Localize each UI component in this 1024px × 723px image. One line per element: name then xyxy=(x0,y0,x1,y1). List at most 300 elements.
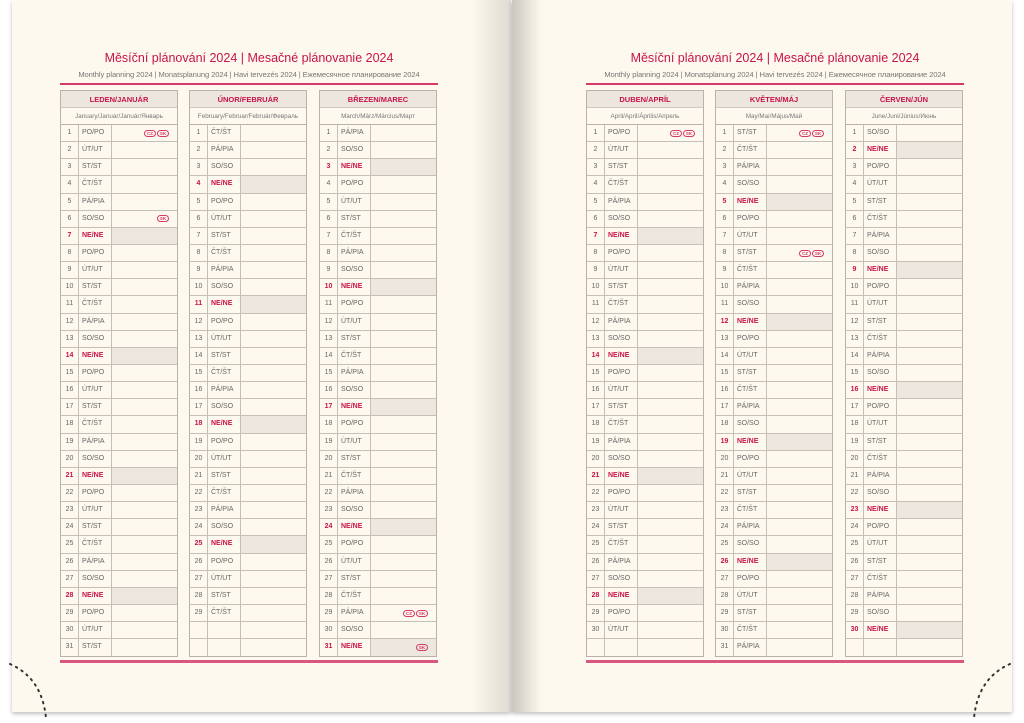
notes-cell[interactable] xyxy=(371,125,436,141)
notes-cell[interactable] xyxy=(897,622,962,638)
notes-cell[interactable] xyxy=(241,639,306,656)
weekday-label: ČT/ŠT xyxy=(208,605,241,621)
weekday-label: PÁ/PIA xyxy=(864,588,897,604)
day-number: 19 xyxy=(587,434,605,450)
notes-cell[interactable] xyxy=(371,485,436,501)
weekday-label: NE/NE xyxy=(864,382,897,398)
notes-cell[interactable] xyxy=(371,331,436,347)
day-row xyxy=(190,485,306,502)
notes-cell[interactable] xyxy=(638,399,703,415)
notes-cell[interactable] xyxy=(897,159,962,175)
weekday-label: ST/ST xyxy=(864,314,897,330)
notes-cell[interactable] xyxy=(897,416,962,432)
notes-cell[interactable] xyxy=(767,434,832,450)
notes-cell[interactable] xyxy=(767,502,832,518)
weekday-label: ČT/ŠT xyxy=(338,588,371,604)
notes-cell[interactable] xyxy=(241,159,306,175)
notes-cell[interactable] xyxy=(897,554,962,570)
notes-cell[interactable] xyxy=(767,485,832,501)
notes-cell[interactable] xyxy=(897,176,962,192)
notes-cell[interactable] xyxy=(371,554,436,570)
notes-cell[interactable] xyxy=(371,365,436,381)
notes-cell[interactable] xyxy=(897,451,962,467)
notes-cell[interactable] xyxy=(241,176,306,192)
weekday-label: NE/NE xyxy=(734,314,767,330)
notes-cell[interactable] xyxy=(241,245,306,261)
weekday-label: ČT/ŠT xyxy=(79,536,112,552)
notes-cell[interactable] xyxy=(767,314,832,330)
notes-cell[interactable] xyxy=(371,314,436,330)
notes-cell[interactable] xyxy=(241,416,306,432)
notes-cell[interactable] xyxy=(371,451,436,467)
notes-cell[interactable] xyxy=(897,331,962,347)
notes-cell[interactable] xyxy=(638,211,703,227)
weekday-label: SO/SO xyxy=(605,331,638,347)
notes-cell[interactable] xyxy=(112,519,177,535)
notes-cell[interactable] xyxy=(371,348,436,364)
day-number: 8 xyxy=(61,245,79,261)
day-number: 8 xyxy=(716,245,734,261)
notes-cell[interactable] xyxy=(638,176,703,192)
notes-cell[interactable] xyxy=(371,159,436,175)
notes-cell[interactable] xyxy=(897,605,962,621)
notes-cell[interactable] xyxy=(897,571,962,587)
day-row xyxy=(716,622,832,639)
weekday-label: ÚT/UT xyxy=(79,622,112,638)
notes-cell[interactable] xyxy=(638,434,703,450)
weekday-label: SO/SO xyxy=(338,502,371,518)
day-number: 4 xyxy=(587,176,605,192)
weekday-label: NE/NE xyxy=(734,434,767,450)
notes-cell[interactable] xyxy=(767,519,832,535)
weekday-label: SO/SO xyxy=(734,296,767,312)
notes-cell[interactable] xyxy=(767,159,832,175)
notes-cell[interactable] xyxy=(767,279,832,295)
notes-cell[interactable] xyxy=(112,605,177,621)
notes-cell[interactable] xyxy=(897,639,962,656)
month-table-february xyxy=(189,90,307,657)
day-row xyxy=(716,485,832,502)
notes-cell[interactable] xyxy=(241,571,306,587)
notes-cell[interactable] xyxy=(638,348,703,364)
day-row xyxy=(587,451,703,468)
weekday-label: PO/PO xyxy=(734,451,767,467)
notes-cell[interactable] xyxy=(638,536,703,552)
notes-cell[interactable] xyxy=(638,485,703,501)
notes-cell[interactable] xyxy=(112,365,177,381)
notes-cell[interactable] xyxy=(371,194,436,210)
notes-cell[interactable] xyxy=(241,468,306,484)
day-number: 6 xyxy=(190,211,208,227)
notes-cell[interactable] xyxy=(241,554,306,570)
weekday-label: PÁ/PIA xyxy=(79,194,112,210)
weekday-label: ST/ST xyxy=(208,468,241,484)
notes-cell[interactable] xyxy=(767,245,832,261)
notes-cell[interactable] xyxy=(638,296,703,312)
notes-cell[interactable] xyxy=(897,194,962,210)
notes-cell[interactable] xyxy=(112,279,177,295)
weekday-label: ST/ST xyxy=(734,365,767,381)
notes-cell[interactable] xyxy=(112,159,177,175)
notes-cell[interactable] xyxy=(241,399,306,415)
weekday-label: SO/SO xyxy=(734,176,767,192)
notes-cell[interactable] xyxy=(112,262,177,278)
weekday-label: PO/PO xyxy=(338,536,371,552)
holiday-badge-sk: SK xyxy=(416,610,428,617)
weekday-label: PO/PO xyxy=(605,245,638,261)
notes-cell[interactable] xyxy=(112,399,177,415)
day-row xyxy=(61,571,177,588)
notes-cell[interactable] xyxy=(638,331,703,347)
month-name: LEDEN/JANUÁR xyxy=(61,91,177,108)
notes-cell[interactable] xyxy=(371,536,436,552)
page-subtitle: Monthly planning 2024 | Monatsplanung 2024 | Havi tervezés 2024 | Ежемесячное планирование 2024 xyxy=(78,70,420,79)
notes-cell[interactable] xyxy=(112,536,177,552)
notes-cell[interactable] xyxy=(241,296,306,312)
day-number: 15 xyxy=(716,365,734,381)
notes-cell[interactable] xyxy=(371,502,436,518)
notes-cell[interactable] xyxy=(767,536,832,552)
day-number: 5 xyxy=(61,194,79,210)
day-number: 27 xyxy=(190,571,208,587)
notes-cell[interactable] xyxy=(241,348,306,364)
notes-cell[interactable] xyxy=(241,314,306,330)
day-number: 12 xyxy=(587,314,605,330)
notes-cell[interactable] xyxy=(897,228,962,244)
weekday-label: PO/PO xyxy=(338,176,371,192)
day-number: 25 xyxy=(587,536,605,552)
notes-cell[interactable] xyxy=(767,176,832,192)
notes-cell[interactable] xyxy=(371,622,436,638)
notes-cell[interactable] xyxy=(241,605,306,621)
notes-cell[interactable] xyxy=(897,296,962,312)
weekday-label: PO/PO xyxy=(605,125,638,141)
notes-cell[interactable] xyxy=(638,365,703,381)
notes-cell[interactable] xyxy=(241,382,306,398)
notes-cell[interactable] xyxy=(112,554,177,570)
day-row xyxy=(320,125,436,142)
notes-cell[interactable] xyxy=(897,125,962,141)
notes-cell[interactable] xyxy=(638,468,703,484)
notes-cell[interactable] xyxy=(767,348,832,364)
notes-cell[interactable] xyxy=(241,194,306,210)
day-number: 19 xyxy=(61,434,79,450)
day-number: 31 xyxy=(61,639,79,656)
weekday-label: ČT/ŠT xyxy=(208,485,241,501)
notes-cell[interactable] xyxy=(241,434,306,450)
notes-cell[interactable] xyxy=(897,502,962,518)
notes-cell[interactable] xyxy=(371,416,436,432)
day-row xyxy=(846,536,962,553)
day-number: 9 xyxy=(587,262,605,278)
notes-cell[interactable] xyxy=(767,194,832,210)
notes-cell[interactable] xyxy=(241,622,306,638)
day-row xyxy=(846,228,962,245)
notes-cell[interactable] xyxy=(767,468,832,484)
notes-cell[interactable] xyxy=(897,314,962,330)
notes-cell[interactable] xyxy=(241,519,306,535)
month-name-translations: April/April/Április/Апрель xyxy=(587,108,703,125)
notes-cell[interactable] xyxy=(241,211,306,227)
notes-cell[interactable] xyxy=(112,176,177,192)
day-row xyxy=(190,536,306,553)
notes-cell[interactable] xyxy=(897,382,962,398)
notes-cell[interactable] xyxy=(371,279,436,295)
notes-cell[interactable] xyxy=(371,399,436,415)
day-row xyxy=(846,296,962,313)
day-number: 27 xyxy=(320,571,338,587)
weekday-label: ČT/ŠT xyxy=(605,416,638,432)
weekday-label: PÁ/PIA xyxy=(605,314,638,330)
notes-cell[interactable] xyxy=(767,639,832,656)
notes-cell[interactable] xyxy=(897,485,962,501)
weekday-label: ÚT/UT xyxy=(605,622,638,638)
weekday-label: SO/SO xyxy=(79,211,112,227)
day-row xyxy=(846,279,962,296)
notes-cell[interactable] xyxy=(371,588,436,604)
notes-cell[interactable] xyxy=(371,228,436,244)
day-number: 7 xyxy=(587,228,605,244)
holiday-badge-sk: SK xyxy=(683,130,695,137)
notes-cell[interactable] xyxy=(241,451,306,467)
day-row xyxy=(846,588,962,605)
day-row xyxy=(716,176,832,193)
day-row xyxy=(320,451,436,468)
day-number: 25 xyxy=(190,536,208,552)
day-number: 18 xyxy=(190,416,208,432)
notes-cell[interactable] xyxy=(112,485,177,501)
day-number: 16 xyxy=(716,382,734,398)
day-number: 12 xyxy=(190,314,208,330)
holiday-badge-sk: SK xyxy=(416,644,428,651)
weekday-label: SO/SO xyxy=(79,571,112,587)
notes-cell[interactable] xyxy=(638,245,703,261)
day-number: 24 xyxy=(320,519,338,535)
day-number: 14 xyxy=(846,348,864,364)
day-row xyxy=(587,211,703,228)
day-number: 29 xyxy=(320,605,338,621)
day-number: 10 xyxy=(587,279,605,295)
notes-cell[interactable] xyxy=(767,228,832,244)
notes-cell[interactable] xyxy=(112,314,177,330)
bottom-divider xyxy=(586,660,964,663)
notes-cell[interactable] xyxy=(371,519,436,535)
notes-cell[interactable] xyxy=(638,639,703,656)
day-row xyxy=(320,588,436,605)
notes-cell[interactable] xyxy=(897,588,962,604)
notes-cell[interactable] xyxy=(112,142,177,158)
notes-cell[interactable] xyxy=(371,434,436,450)
day-number: 4 xyxy=(846,176,864,192)
notes-cell[interactable] xyxy=(767,331,832,347)
day-row xyxy=(320,468,436,485)
notes-cell[interactable] xyxy=(767,571,832,587)
day-number: 1 xyxy=(587,125,605,141)
day-row xyxy=(190,159,306,176)
notes-cell[interactable] xyxy=(371,296,436,312)
day-row xyxy=(587,142,703,159)
holiday-badge-sk: SK xyxy=(812,250,824,257)
notes-cell[interactable] xyxy=(112,639,177,656)
notes-cell[interactable] xyxy=(371,176,436,192)
notes-cell[interactable] xyxy=(371,142,436,158)
notes-cell[interactable] xyxy=(897,365,962,381)
notes-cell[interactable] xyxy=(112,125,177,141)
notes-cell[interactable] xyxy=(638,382,703,398)
day-number: 13 xyxy=(320,331,338,347)
day-number: 22 xyxy=(716,485,734,501)
notes-cell[interactable] xyxy=(897,519,962,535)
notes-cell[interactable] xyxy=(241,262,306,278)
day-row xyxy=(587,279,703,296)
right-page xyxy=(512,0,1012,712)
weekday-label: PO/PO xyxy=(208,554,241,570)
day-number: 24 xyxy=(190,519,208,535)
notes-cell[interactable] xyxy=(638,125,703,141)
notes-cell[interactable] xyxy=(897,211,962,227)
notes-cell[interactable] xyxy=(112,228,177,244)
notes-cell[interactable] xyxy=(767,451,832,467)
notes-cell[interactable] xyxy=(638,571,703,587)
notes-cell[interactable] xyxy=(638,228,703,244)
notes-cell[interactable] xyxy=(241,279,306,295)
notes-cell[interactable] xyxy=(897,468,962,484)
notes-cell[interactable] xyxy=(767,399,832,415)
notes-cell[interactable] xyxy=(112,571,177,587)
notes-cell[interactable] xyxy=(767,262,832,278)
notes-cell[interactable] xyxy=(767,142,832,158)
notes-cell[interactable] xyxy=(241,536,306,552)
notes-cell[interactable] xyxy=(112,245,177,261)
notes-cell[interactable] xyxy=(638,416,703,432)
notes-cell[interactable] xyxy=(767,554,832,570)
notes-cell[interactable] xyxy=(767,605,832,621)
weekday-label: PÁ/PIA xyxy=(79,434,112,450)
notes-cell[interactable] xyxy=(112,296,177,312)
notes-cell[interactable] xyxy=(638,502,703,518)
notes-cell[interactable] xyxy=(638,262,703,278)
weekday-label: ST/ST xyxy=(605,399,638,415)
day-number: 23 xyxy=(716,502,734,518)
notes-cell[interactable] xyxy=(767,622,832,638)
notes-cell[interactable] xyxy=(897,536,962,552)
notes-cell[interactable] xyxy=(897,262,962,278)
notes-cell[interactable] xyxy=(112,468,177,484)
day-row xyxy=(846,571,962,588)
page-subtitle: Monthly planning 2024 | Monatsplanung 2024 | Havi tervezés 2024 | Ежемесячное планирование 2024 xyxy=(604,70,946,79)
notes-cell[interactable] xyxy=(767,211,832,227)
day-number: 30 xyxy=(320,622,338,638)
notes-cell[interactable] xyxy=(371,468,436,484)
notes-cell[interactable] xyxy=(112,588,177,604)
day-row xyxy=(61,228,177,245)
notes-cell[interactable] xyxy=(897,399,962,415)
notes-cell[interactable] xyxy=(112,502,177,518)
day-row xyxy=(587,365,703,382)
notes-cell[interactable] xyxy=(371,262,436,278)
notes-cell[interactable] xyxy=(897,279,962,295)
notes-cell[interactable] xyxy=(112,382,177,398)
weekday-label: PÁ/PIA xyxy=(734,519,767,535)
day-row xyxy=(716,588,832,605)
notes-cell[interactable] xyxy=(897,434,962,450)
notes-cell[interactable] xyxy=(112,348,177,364)
notes-cell[interactable] xyxy=(112,211,177,227)
day-number: 21 xyxy=(846,468,864,484)
notes-cell[interactable] xyxy=(112,416,177,432)
notes-cell[interactable] xyxy=(371,382,436,398)
notes-cell[interactable] xyxy=(767,416,832,432)
day-row xyxy=(61,125,177,142)
notes-cell[interactable] xyxy=(767,588,832,604)
notes-cell[interactable] xyxy=(638,622,703,638)
notes-cell[interactable] xyxy=(241,588,306,604)
notes-cell[interactable] xyxy=(241,125,306,141)
notes-cell[interactable] xyxy=(112,622,177,638)
notes-cell[interactable] xyxy=(371,211,436,227)
notes-cell[interactable] xyxy=(241,365,306,381)
notes-cell[interactable] xyxy=(638,451,703,467)
month-name: BŘEZEN/MAREC xyxy=(320,91,436,108)
notes-cell[interactable] xyxy=(371,571,436,587)
notes-cell[interactable] xyxy=(767,296,832,312)
notes-cell[interactable] xyxy=(638,314,703,330)
notes-cell[interactable] xyxy=(897,348,962,364)
notes-cell[interactable] xyxy=(112,434,177,450)
notes-cell[interactable] xyxy=(638,588,703,604)
notes-cell[interactable] xyxy=(638,159,703,175)
notes-cell[interactable] xyxy=(638,142,703,158)
notes-cell[interactable] xyxy=(241,502,306,518)
notes-cell[interactable] xyxy=(638,605,703,621)
day-row xyxy=(716,262,832,279)
notes-cell[interactable] xyxy=(897,245,962,261)
notes-cell[interactable] xyxy=(371,639,436,656)
weekday-label: ÚT/UT xyxy=(79,382,112,398)
notes-cell[interactable] xyxy=(767,365,832,381)
day-number: 23 xyxy=(846,502,864,518)
notes-cell[interactable] xyxy=(112,451,177,467)
notes-cell[interactable] xyxy=(638,279,703,295)
day-number: 16 xyxy=(190,382,208,398)
weekday-label: NE/NE xyxy=(208,176,241,192)
notes-cell[interactable] xyxy=(638,519,703,535)
notes-cell[interactable] xyxy=(767,382,832,398)
day-number: 14 xyxy=(320,348,338,364)
weekday-label: ST/ST xyxy=(208,348,241,364)
notes-cell[interactable] xyxy=(767,125,832,141)
notes-cell[interactable] xyxy=(638,194,703,210)
day-row xyxy=(320,279,436,296)
notes-cell[interactable] xyxy=(241,331,306,347)
notes-cell[interactable] xyxy=(638,554,703,570)
day-row xyxy=(61,416,177,433)
day-number: 3 xyxy=(587,159,605,175)
day-row xyxy=(61,434,177,451)
notes-cell[interactable] xyxy=(241,485,306,501)
weekday-label: NE/NE xyxy=(864,502,897,518)
notes-cell[interactable] xyxy=(371,605,436,621)
weekday-label: NE/NE xyxy=(79,228,112,244)
notes-cell[interactable] xyxy=(897,142,962,158)
notes-cell[interactable] xyxy=(371,245,436,261)
notes-cell[interactable] xyxy=(112,194,177,210)
notes-cell[interactable] xyxy=(112,331,177,347)
notes-cell[interactable] xyxy=(241,142,306,158)
weekday-label: ČT/ŠT xyxy=(208,125,241,141)
day-number: 20 xyxy=(846,451,864,467)
notes-cell[interactable] xyxy=(241,228,306,244)
